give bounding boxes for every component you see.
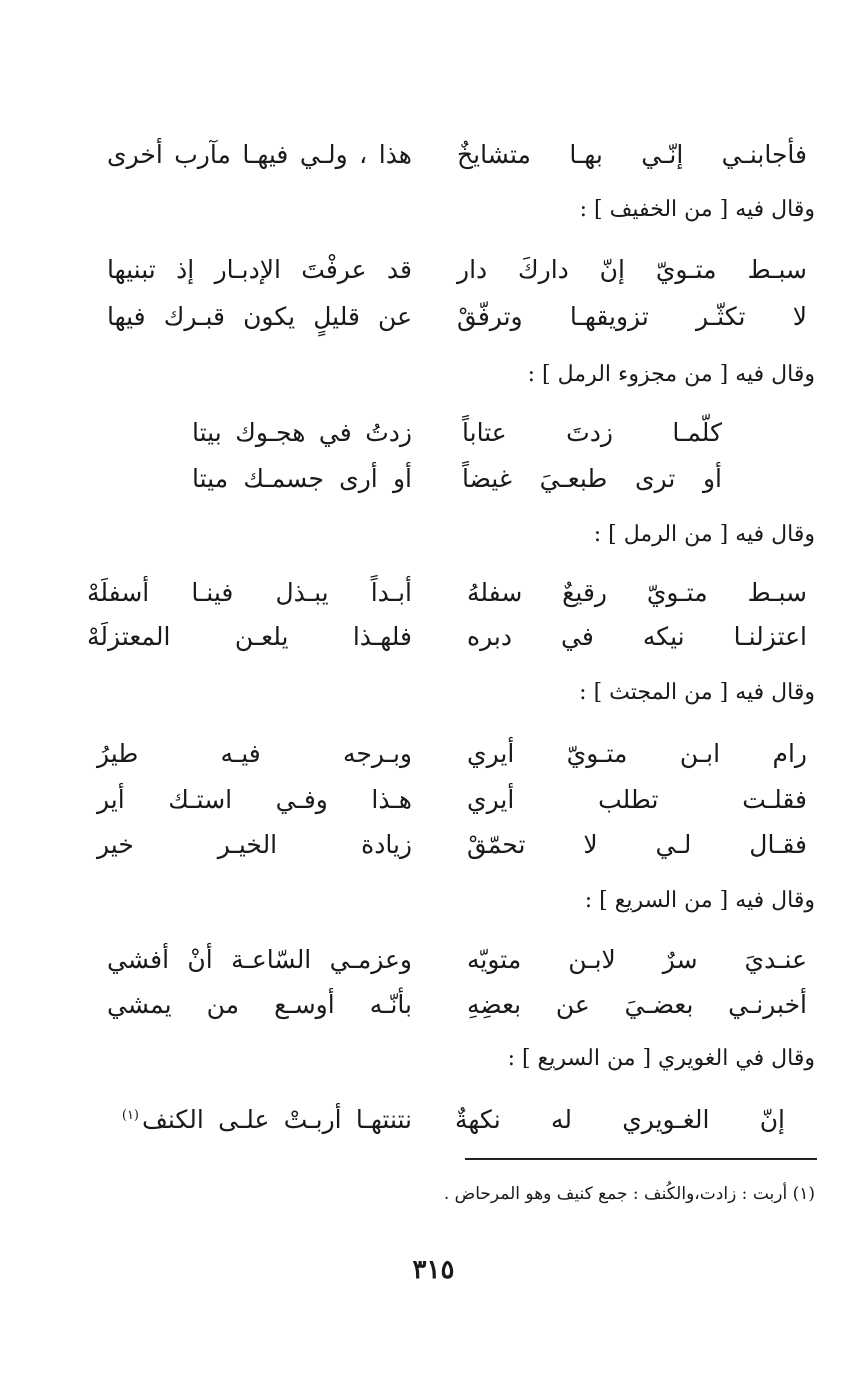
verse-ajuz: هـذا وفـي استـك أير (97, 785, 412, 814)
poem-heading: وقال فيه [ من المجتث ] : (579, 680, 815, 705)
verse-line (0, 250, 867, 290)
verse-sadr: فقـال لـي لا تحمّقْ (467, 830, 807, 859)
verse-sadr: فأجابنـي إنّـي بهـا متشايخٌ (457, 140, 807, 169)
verse-sadr: فقلـت تطلب أيري (467, 785, 807, 814)
verse-sadr: سبـط متـويّ إنّ داركَ دار (457, 255, 807, 284)
verse-sadr: عنـديَ سرٌ لابـن متويّه (467, 945, 807, 974)
verse-ajuz: عن قليلٍ يكون قبـرك فيها (107, 302, 412, 331)
verse-ajuz: قد عرفْتَ الإدبـار إذ تبنيها (107, 255, 412, 284)
verse-sadr: رام ابـن متـويّ أيري (467, 739, 807, 768)
poem-heading: وقال فيه [ من مجزوء الرمل ] : (527, 362, 815, 387)
verse-line (0, 617, 867, 657)
verse-line (0, 940, 867, 980)
verse-ajuz: وعزمـي السّاعـة أنْ أفشي (107, 945, 412, 974)
verse-line (0, 985, 867, 1025)
verse-sadr: كلّمـا زدتَ عتاباً (462, 418, 722, 447)
poem-heading: وقال في الغويري [ من السريع ] : (507, 1046, 815, 1071)
verse-line (0, 413, 867, 453)
verse-ajuz: فلهـذا يلعـن المعتزلَهْ (87, 622, 412, 651)
verse-line (0, 459, 867, 499)
verse-ajuz: زدتُ في هجـوك بيتا (192, 418, 412, 447)
verse-ajuz: وبـرجه فيـه طيرُ (97, 739, 412, 768)
verse-line (0, 825, 867, 865)
verse-ajuz: زيادة الخيـر خير (97, 830, 412, 859)
page-number: ٣١٥ (412, 1255, 455, 1285)
verse-sadr: أو ترى طبعـيَ غيضاً (462, 464, 722, 493)
verse-sadr: إنّ الغـويري له نكهةٌ (455, 1105, 785, 1134)
verse-sadr: أخبرنـي بعضـيَ عن بعضِهِ (467, 990, 807, 1019)
verse-line (0, 780, 867, 820)
poem-heading: وقال فيه [ من الرمل ] : (593, 522, 815, 547)
verse-line (0, 1100, 867, 1140)
verse-ajuz: نتنتهـا أربـتْ علـى الكنف (142, 1105, 412, 1134)
verse-sadr: سبـط متـويّ رقيعٌ سفلهُ (467, 578, 807, 607)
verse-ajuz: أبـداً يبـذل فينـا أسفلَهْ (87, 578, 412, 607)
verse-line (0, 135, 867, 175)
verse-ajuz: هذا ، ولـي فيهـا مآرب أخرى (107, 140, 412, 169)
verse-sadr: لا تكثّـر تزويقهـا وترفّقْ (457, 302, 807, 331)
footnote-separator (465, 1158, 817, 1160)
verse-line (0, 297, 867, 337)
verse-line (0, 573, 867, 613)
poem-heading: وقال فيه [ من السريع ] : (584, 888, 815, 913)
verse-ajuz: أو أرى جسمـك ميتا (192, 464, 412, 493)
footnote-marker: (١) (121, 1108, 139, 1123)
verse-sadr: اعتزلنـا نيكه في دبره (467, 622, 807, 651)
verse-ajuz: بأنّـه أوسـع من يمشي (107, 990, 412, 1019)
poem-heading: وقال فيه [ من الخفيف ] : (579, 197, 815, 222)
verse-line (0, 734, 867, 774)
footnote: (١) أربت : زادت،والكُنف : جمع كنيف وهو المرحاض . (443, 1184, 815, 1204)
